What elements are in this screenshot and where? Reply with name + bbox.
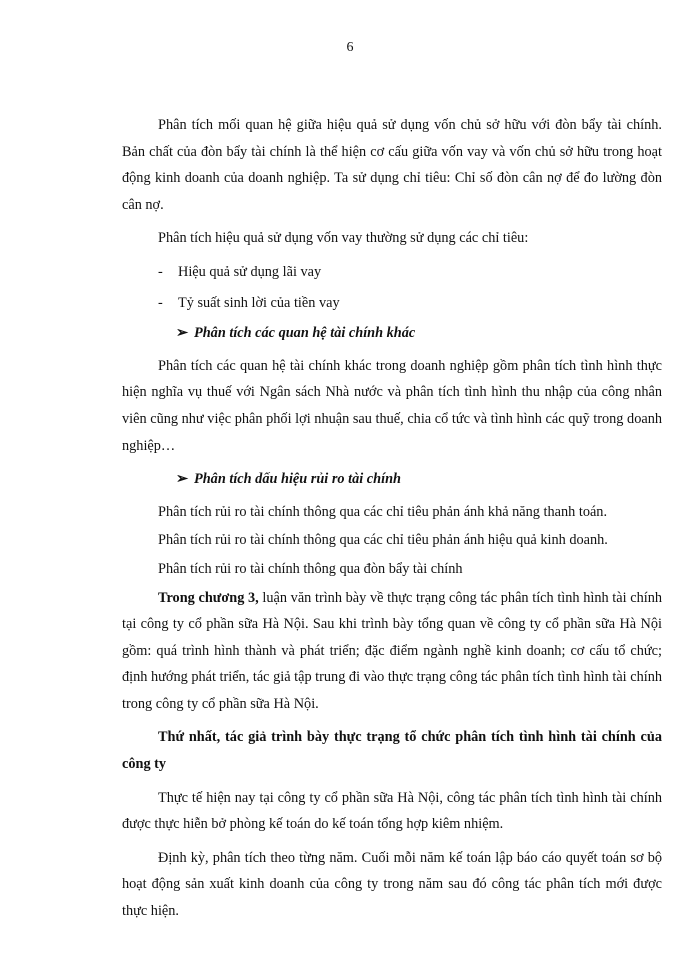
paragraph-first-point: Thứ nhất, tác giả trình bày thực trạng tổ chức phân tích tình hình tài chính của công ty [122,729,662,773]
paragraph-loan-efficiency: Phân tích hiệu quả sử dụng vốn vay thường sử dụng các chỉ tiêu: [158,230,529,247]
dash-bullet: - [158,294,163,311]
arrow-bullet-icon: ➢ [176,471,188,488]
chapter-3-lead: Trong chương 3, [158,589,259,606]
arrow-bullet-icon: ➢ [176,325,188,342]
paragraph-current-practice: Thực tế hiện nay tại công ty cổ phần sữa Hà Nội, công tác phân tích tình hình tài chính được thực hiễn bở phòng kế toán do kế toán tổng hợp kiêm nhiệm. [122,789,662,833]
list-item-text: Hiệu quả sử dụng lãi vay [178,263,322,280]
dash-bullet: - [158,263,163,280]
list-item [122,290,662,317]
paragraph-periodic: Định kỳ, phân tích theo từng năm. Cuối mỗi năm kế toán lập báo cáo quyết toán sơ bộ hoạt động sản xuất kinh doanh của công ty trong năm sau đó công tác phân tích mới được thực hiện. [122,849,662,920]
list-item [122,259,662,286]
paragraph-chapter-3 [122,585,662,718]
document-body [122,112,662,932]
paragraph-risk-efficiency: Phân tích rủi ro tài chính thông qua các chỉ tiêu phản ánh hiệu quả kinh doanh. [158,532,608,549]
section-heading [122,320,662,347]
chapter-3-text: luận văn trình bày về thực trạng công tác phân tích tình hình tài chính tại công ty cổ phần sữa Hà Nội. Sau khi trình bày tổng quan về công ty cổ phần sữa Hà Nội gồm: quá trình hình thành và phát triển; đặc điểm ngành nghề kinh doanh; cơ cấu tổ chức; định hướng phát triển, tác giả tập trung đi vào thực trạng công tác phân tích tình hình tài chính trong công ty cổ phần sữa Hà Nội. [122,589,662,712]
paragraph-risk-leverage: Phân tích rủi ro tài chính thông qua đòn bẩy tài chính [158,560,463,577]
section-heading-text: Phân tích các quan hệ tài chính khác [194,325,416,342]
section-heading [122,466,662,493]
paragraph-leverage: Phân tích mối quan hệ giữa hiệu quả sử dụng vốn chủ sở hữu với đòn bẩy tài chính. Bản chất của đòn bẩy tài chính là thể hiện cơ cấu giữa vốn vay và vốn chủ sở hữu trong hoạt động kinh doanh của doanh nghiệp. Ta sử dụng chỉ tiêu: Chỉ số đòn cân nợ để đo lường đòn cân nợ. [122,117,662,213]
section-heading-text: Phân tích dấu hiệu rủi ro tài chính [194,471,401,488]
paragraph-other-relations: Phân tích các quan hệ tài chính khác trong doanh nghiệp gồm phân tích tình hình thực hiện nghĩa vụ thuế với Ngân sách Nhà nước và phân tích tình hình thu nhập của công nhân viên cũng như việc phân phối lợi nhuận sau thuế, chia cổ tức và tình hình các quỹ trong doanh nghiệp… [122,357,662,454]
page-number: 6 [346,40,354,55]
list-item-text: Tỷ suất sinh lời của tiền vay [178,294,340,311]
paragraph-risk-liquidity: Phân tích rủi ro tài chính thông qua các chỉ tiêu phản ánh khả năng thanh toán. [158,503,608,520]
